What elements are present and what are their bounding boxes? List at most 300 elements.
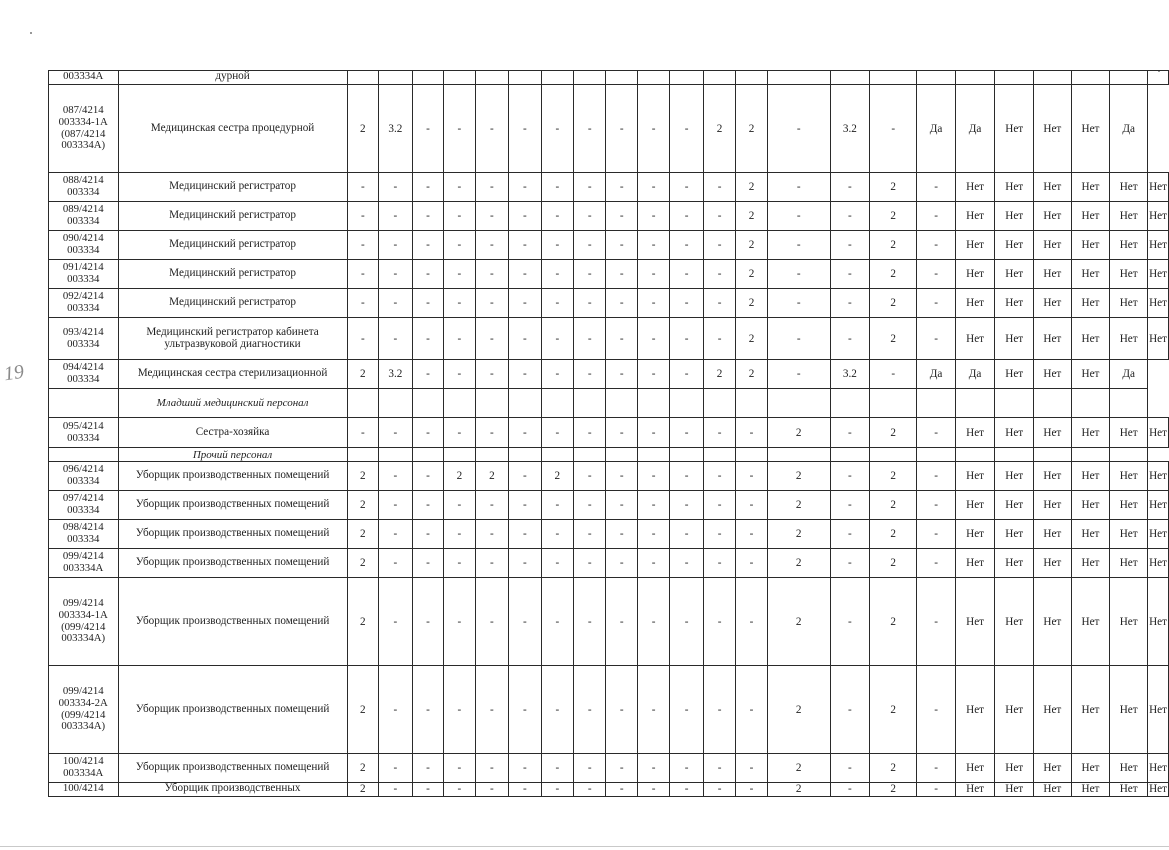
table-cell	[870, 448, 917, 462]
position-name: Медицинский регистратор	[118, 173, 347, 202]
table-cell: Нет	[1148, 754, 1169, 783]
table-cell	[1034, 448, 1072, 462]
table-cell: -	[670, 783, 703, 797]
table-cell: Нет	[995, 173, 1034, 202]
table-cell: 2	[736, 202, 768, 231]
table-row	[49, 783, 1169, 797]
table-cell	[444, 71, 476, 85]
table-cell	[1071, 389, 1110, 418]
table-row	[49, 260, 1169, 289]
table-cell: -	[541, 260, 573, 289]
table-cell: Нет	[955, 289, 995, 318]
position-name: Уборщик производственных помещений	[118, 666, 347, 754]
table-cell: -	[574, 549, 606, 578]
position-name: Уборщик производственных	[118, 783, 347, 797]
table-cell	[1110, 71, 1148, 85]
table-cell: -	[670, 231, 703, 260]
table-cell: 3.2	[830, 360, 870, 389]
table-cell: -	[444, 202, 476, 231]
table-cell: Нет	[995, 666, 1034, 754]
table-cell: Да	[1110, 360, 1148, 389]
table-cell: Нет	[1071, 231, 1110, 260]
table-cell: -	[703, 666, 735, 754]
table-cell: -	[670, 754, 703, 783]
position-name: Медицинский регистратор	[118, 289, 347, 318]
table-cell: Нет	[995, 578, 1034, 666]
table-cell: -	[574, 520, 606, 549]
table-cell: -	[541, 754, 573, 783]
table-cell: -	[917, 491, 956, 520]
table-cell: Нет	[1071, 318, 1110, 360]
table-cell: -	[917, 231, 956, 260]
table-cell: -	[541, 360, 573, 389]
table-cell: Нет	[1034, 783, 1072, 797]
table-cell: -	[917, 462, 956, 491]
table-cell: Нет	[1148, 202, 1169, 231]
table-cell	[475, 448, 508, 462]
table-cell: -	[444, 666, 476, 754]
table-cell: -	[444, 360, 476, 389]
table-cell: Нет	[1148, 462, 1169, 491]
table-cell	[830, 389, 870, 418]
table-cell: Нет	[995, 289, 1034, 318]
table-cell: -	[830, 462, 870, 491]
table-cell: -	[509, 462, 541, 491]
position-code: 100/4214 003334А	[49, 754, 119, 783]
table-cell: 2	[444, 462, 476, 491]
table-cell: -	[412, 666, 443, 754]
position-code: 097/4214 003334	[49, 491, 119, 520]
position-name: Сестра-хозяйка	[118, 418, 347, 448]
table-cell: -	[830, 289, 870, 318]
position-code: 093/4214 003334	[49, 318, 119, 360]
table-cell: -	[703, 549, 735, 578]
scan-speck	[30, 32, 32, 34]
table-cell: -	[475, 360, 508, 389]
table-cell: -	[830, 260, 870, 289]
table-cell: -	[412, 549, 443, 578]
table-cell: Нет	[1110, 666, 1148, 754]
position-code: 099/4214 003334-1А (099/4214 003334А)	[49, 578, 119, 666]
table-cell: -	[870, 360, 917, 389]
position-name: Уборщик производственных помещений	[118, 462, 347, 491]
table-cell: 3.2	[379, 360, 413, 389]
table-cell: -	[917, 418, 956, 448]
table-cell: Нет	[955, 578, 995, 666]
table-cell: Нет	[1148, 418, 1169, 448]
table-cell: -	[830, 491, 870, 520]
table-cell	[955, 448, 995, 462]
table-cell	[606, 389, 637, 418]
table-cell: Нет	[1148, 578, 1169, 666]
table-cell: -	[767, 318, 830, 360]
table-cell: -	[412, 318, 443, 360]
table-cell: Нет	[955, 520, 995, 549]
table-cell: Нет	[1110, 289, 1148, 318]
table-cell	[606, 71, 637, 85]
table-cell: Нет	[1110, 491, 1148, 520]
section-row	[49, 448, 1169, 462]
table-cell: Нет	[1034, 360, 1072, 389]
table-cell	[475, 71, 508, 85]
table-cell: -	[606, 783, 637, 797]
table-cell	[767, 448, 830, 462]
position-name: Медицинский регистратор	[118, 260, 347, 289]
table-cell: -	[574, 491, 606, 520]
table-cell: Нет	[1148, 318, 1169, 360]
table-cell: -	[379, 520, 413, 549]
table-cell: -	[736, 418, 768, 448]
table-cell: -	[637, 520, 669, 549]
table-cell: -	[767, 173, 830, 202]
table-cell	[541, 448, 573, 462]
table-cell: -	[509, 202, 541, 231]
table-cell: -	[703, 462, 735, 491]
table-cell	[1071, 448, 1110, 462]
table-cell: 2	[703, 360, 735, 389]
table-cell: -	[703, 418, 735, 448]
table-cell: Нет	[1148, 520, 1169, 549]
table-cell: -	[606, 260, 637, 289]
table-cell: Нет	[1071, 666, 1110, 754]
table-cell: Нет	[1148, 231, 1169, 260]
table-cell: -	[379, 289, 413, 318]
table-cell: -	[917, 754, 956, 783]
table-row	[49, 520, 1169, 549]
table-cell: -	[509, 318, 541, 360]
table-cell: -	[606, 462, 637, 491]
table-cell: Нет	[1034, 231, 1072, 260]
table-cell: -	[767, 260, 830, 289]
table-cell: -	[541, 289, 573, 318]
table-cell: -	[606, 231, 637, 260]
table-cell: -	[412, 578, 443, 666]
table-cell: -	[830, 202, 870, 231]
table-cell: Нет	[955, 783, 995, 797]
table-cell: -	[606, 520, 637, 549]
section-label: Младший медицинский персонал	[118, 389, 347, 418]
table-cell: -	[670, 491, 703, 520]
table-cell: -	[412, 289, 443, 318]
table-cell: -	[444, 173, 476, 202]
table-cell: 2	[347, 578, 379, 666]
table-cell: -	[670, 666, 703, 754]
table-cell: Нет	[1034, 666, 1072, 754]
table-cell: -	[637, 491, 669, 520]
table-cell	[444, 448, 476, 462]
table-cell: Нет	[1110, 260, 1148, 289]
table-cell: Нет	[1034, 289, 1072, 318]
table-cell: 2	[870, 202, 917, 231]
table-row	[49, 173, 1169, 202]
position-code: 092/4214 003334	[49, 289, 119, 318]
table-cell: -	[412, 231, 443, 260]
table-cell: Нет	[995, 462, 1034, 491]
table-cell: Нет	[1071, 85, 1110, 173]
table-cell: -	[637, 578, 669, 666]
table-cell: -	[541, 231, 573, 260]
table-cell: -	[412, 260, 443, 289]
table-cell: Нет	[1110, 418, 1148, 448]
table-cell	[637, 71, 669, 85]
table-cell: -	[475, 318, 508, 360]
table-cell	[736, 389, 768, 418]
table-cell: Нет	[955, 491, 995, 520]
table-cell: -	[606, 549, 637, 578]
position-code: 100/4214	[49, 783, 119, 797]
table-cell: -	[606, 173, 637, 202]
table-cell: -	[509, 360, 541, 389]
table-cell: -	[637, 289, 669, 318]
table-cell	[412, 448, 443, 462]
table-cell: -	[637, 462, 669, 491]
table-cell: 2	[870, 318, 917, 360]
table-cell: -	[574, 202, 606, 231]
table-cell: -	[637, 418, 669, 448]
table-cell	[736, 71, 768, 85]
table-cell: Нет	[1110, 578, 1148, 666]
position-name: Уборщик производственных помещений	[118, 491, 347, 520]
table-cell: 2	[870, 173, 917, 202]
table-cell: -	[379, 231, 413, 260]
table-cell: 2	[347, 491, 379, 520]
table-cell	[870, 71, 917, 85]
table-cell: -	[917, 289, 956, 318]
table-cell: -	[347, 231, 379, 260]
table-cell: Нет	[1071, 173, 1110, 202]
table-cell: -	[475, 520, 508, 549]
table-cell: 2	[347, 549, 379, 578]
table-cell	[670, 389, 703, 418]
table-cell: -	[574, 462, 606, 491]
page-edge	[0, 846, 1169, 847]
table-cell: Нет	[995, 260, 1034, 289]
table-cell	[509, 71, 541, 85]
table-cell: -	[703, 491, 735, 520]
table-cell	[767, 389, 830, 418]
position-name: Уборщик производственных помещений	[118, 754, 347, 783]
table-cell	[917, 448, 956, 462]
table-cell: -	[606, 418, 637, 448]
table-cell: -	[767, 289, 830, 318]
table-row	[49, 418, 1169, 448]
table-cell: -	[444, 418, 476, 448]
table-cell: Да	[1110, 85, 1148, 173]
table-cell: Нет	[1071, 418, 1110, 448]
table-cell: -	[347, 173, 379, 202]
table-cell	[412, 389, 443, 418]
table-cell: -	[736, 666, 768, 754]
table-cell: -	[670, 85, 703, 173]
table-cell: -	[509, 85, 541, 173]
table-cell: Нет	[1148, 260, 1169, 289]
table-row	[49, 71, 1169, 85]
table-cell: -	[606, 202, 637, 231]
table-cell	[703, 71, 735, 85]
table-cell: -	[606, 85, 637, 173]
table-cell	[379, 71, 413, 85]
table-row	[49, 202, 1169, 231]
table-cell	[870, 389, 917, 418]
table-cell: 2	[736, 360, 768, 389]
table-cell: 2	[736, 289, 768, 318]
table-cell	[509, 448, 541, 462]
table-cell	[995, 71, 1034, 85]
table-cell: Нет	[1110, 549, 1148, 578]
table-cell: -	[379, 578, 413, 666]
table-cell: -	[347, 318, 379, 360]
table-cell: Да	[917, 360, 956, 389]
margin-handwritten-mark: 19	[2, 360, 26, 386]
table-cell: Нет	[1071, 462, 1110, 491]
position-name: дурной	[118, 71, 347, 85]
table-cell: Нет	[955, 462, 995, 491]
table-cell: -	[379, 666, 413, 754]
table-cell: -	[541, 578, 573, 666]
table-cell: Нет	[1034, 260, 1072, 289]
section-row	[49, 389, 1169, 418]
position-code: 098/4214 003334	[49, 520, 119, 549]
table-cell: -	[606, 360, 637, 389]
position-name: Уборщик производственных помещений	[118, 520, 347, 549]
table-cell: -	[670, 202, 703, 231]
table-row	[49, 549, 1169, 578]
table-cell: -	[703, 318, 735, 360]
table-cell: 2	[736, 173, 768, 202]
table-cell: Нет	[1071, 578, 1110, 666]
table-cell: Нет	[1148, 173, 1169, 202]
table-cell: -	[670, 173, 703, 202]
table-cell	[1148, 71, 1169, 85]
table-cell	[379, 448, 413, 462]
table-cell: -	[637, 666, 669, 754]
table-cell: -	[637, 231, 669, 260]
table-cell: -	[379, 418, 413, 448]
table-cell: 2	[870, 549, 917, 578]
table-cell: 2	[767, 754, 830, 783]
table-cell: Нет	[955, 418, 995, 448]
table-cell: Нет	[995, 418, 1034, 448]
assessment-table	[48, 70, 1169, 797]
table-cell: -	[670, 360, 703, 389]
table-cell	[347, 71, 379, 85]
position-name: Уборщик производственных помещений	[118, 578, 347, 666]
table-cell: Нет	[955, 202, 995, 231]
table-cell: 2	[347, 520, 379, 549]
table-cell: -	[412, 418, 443, 448]
table-cell: -	[574, 418, 606, 448]
table-cell: -	[670, 462, 703, 491]
table-cell: -	[670, 418, 703, 448]
table-cell: -	[412, 85, 443, 173]
table-cell: -	[917, 202, 956, 231]
table-cell: -	[541, 783, 573, 797]
table-cell: -	[509, 666, 541, 754]
table-cell: -	[736, 491, 768, 520]
table-cell: -	[347, 418, 379, 448]
table-cell: -	[574, 318, 606, 360]
table-cell: Нет	[1071, 260, 1110, 289]
table-cell: -	[475, 85, 508, 173]
table-cell: -	[670, 520, 703, 549]
table-cell: -	[917, 173, 956, 202]
table-cell: -	[541, 202, 573, 231]
table-cell: Нет	[955, 260, 995, 289]
table-cell: -	[637, 260, 669, 289]
table-cell: -	[830, 549, 870, 578]
table-cell: 2	[767, 666, 830, 754]
table-cell: -	[541, 85, 573, 173]
table-cell: Нет	[1071, 754, 1110, 783]
table-cell: Нет	[1110, 173, 1148, 202]
table-cell: Нет	[1110, 318, 1148, 360]
table-cell	[830, 448, 870, 462]
table-cell: Нет	[1034, 520, 1072, 549]
table-cell: -	[574, 783, 606, 797]
table-cell: -	[347, 202, 379, 231]
table-cell: -	[574, 260, 606, 289]
table-cell: -	[475, 783, 508, 797]
table-cell: Да	[917, 85, 956, 173]
table-row	[49, 289, 1169, 318]
position-name: Медицинский регистратор	[118, 202, 347, 231]
table-cell: -	[509, 231, 541, 260]
table-cell: -	[412, 520, 443, 549]
table-cell	[955, 71, 995, 85]
table-cell: -	[509, 549, 541, 578]
table-cell: -	[475, 578, 508, 666]
table-cell: -	[475, 666, 508, 754]
table-cell: Нет	[1034, 318, 1072, 360]
table-cell: -	[444, 85, 476, 173]
table-cell	[637, 448, 669, 462]
assessment-table-body	[49, 71, 1169, 797]
table-cell: -	[703, 260, 735, 289]
table-cell: -	[509, 783, 541, 797]
table-cell: -	[703, 783, 735, 797]
table-cell: -	[444, 289, 476, 318]
table-cell: -	[637, 549, 669, 578]
table-cell	[444, 389, 476, 418]
table-row	[49, 666, 1169, 754]
table-cell	[736, 448, 768, 462]
table-cell: -	[670, 549, 703, 578]
table-cell: -	[703, 289, 735, 318]
table-cell: 2	[870, 231, 917, 260]
table-cell: -	[637, 360, 669, 389]
position-code: 089/4214 003334	[49, 202, 119, 231]
position-name: Медицинская сестра процедурной	[118, 85, 347, 173]
table-cell: -	[574, 578, 606, 666]
section-label: Прочий персонал	[118, 448, 347, 462]
table-cell: Нет	[1110, 231, 1148, 260]
table-cell: -	[670, 578, 703, 666]
table-cell: 2	[767, 578, 830, 666]
table-cell: -	[444, 491, 476, 520]
table-cell: -	[703, 202, 735, 231]
table-cell	[995, 448, 1034, 462]
table-cell: -	[606, 491, 637, 520]
table-cell: -	[767, 231, 830, 260]
table-cell: 2	[870, 666, 917, 754]
table-cell: 2	[767, 462, 830, 491]
position-name: Медицинский регистратор	[118, 231, 347, 260]
table-cell: -	[412, 173, 443, 202]
table-cell: -	[347, 289, 379, 318]
code-cell	[49, 448, 119, 462]
table-cell: -	[574, 666, 606, 754]
table-cell: 2	[347, 85, 379, 173]
